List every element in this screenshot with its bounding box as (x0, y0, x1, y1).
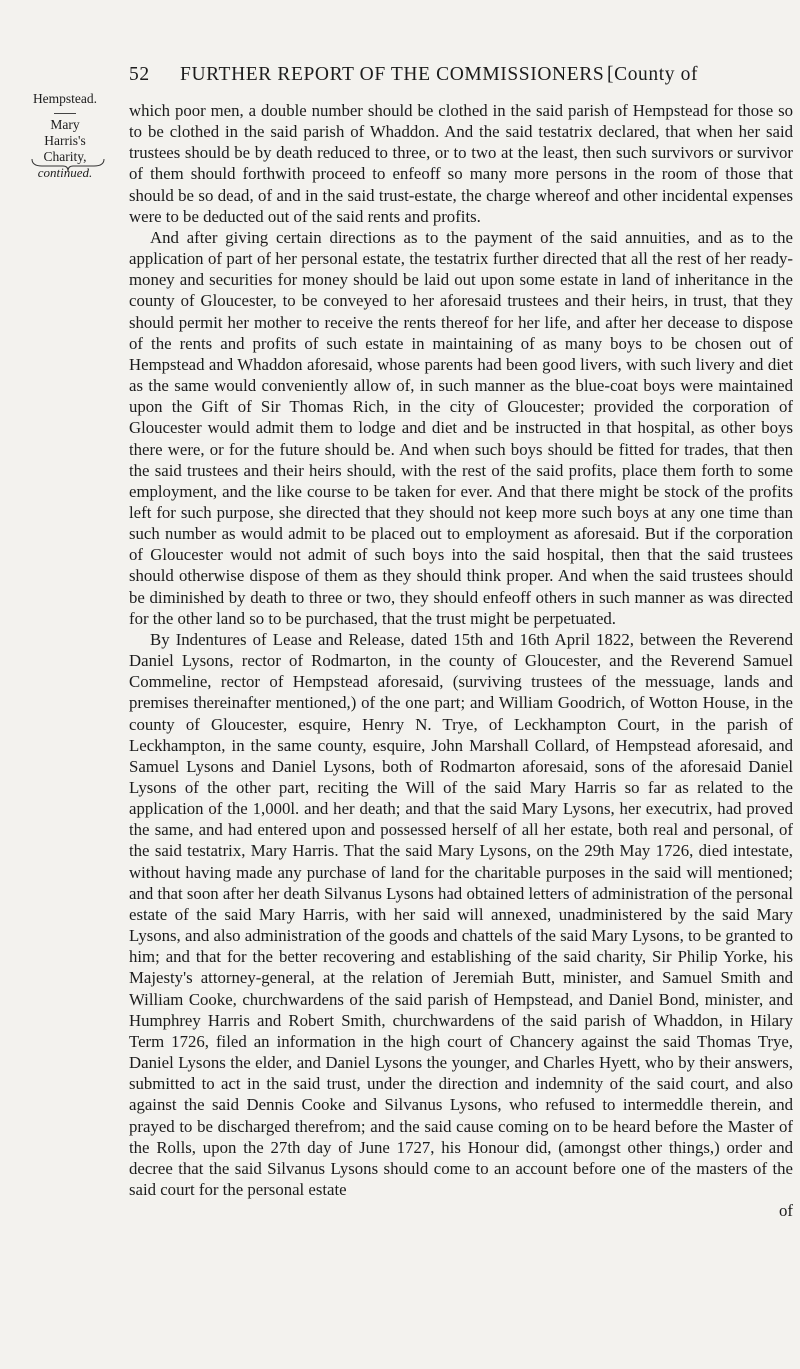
side-note-rule (54, 113, 76, 114)
side-note-place: Hempstead. (32, 91, 98, 106)
running-title: FURTHER REPORT OF THE COMMISSIONERS (180, 64, 605, 85)
running-title-county: [County of (607, 64, 699, 85)
side-note-charity: Mary Harris's Charity, (43, 117, 87, 164)
paragraph: which poor men, a double number should be clothed in the said parish of Hempstead for those so to be clothed in the said parish of Whaddon. And the said testatrix declared, that when her said trustees should be by death reduced to three, or to two at the least, then such survivors or survivor of them should forthwith proceed to enfeoff so many more persons in the room of those that should be so dead, of and in the said trust-estate, the charge whereof and other incidental expenses were to be deducted out of the said rents and profits. (129, 101, 793, 226)
page-number: 52 (129, 64, 150, 85)
body-text (129, 100, 793, 1220)
paragraph: By Indentures of Lease and Release, dated 15th and 16th April 1822, between the Reverend Daniel Lysons, rector of Rodmarton, in the county of Gloucester, and the Reverend Samuel Commeline, rector of Hempstead aforesaid, (surviving trustees of the messuage, lands and premises thereinafter mentioned,) of the one part; and William Goodrich, of Wotton House, in the county of Gloucester, esquire, Henry N. Trye, of Leckhampton Court, in the parish of Leckhampton, in the same county, esquire, John Marshall Collard, of Hempstead aforesaid, and Samuel Lysons and Daniel Lysons, both of Rodmarton aforesaid, sons of the aforesaid Daniel Lysons of the other part, reciting the Will of the said Mary Harris so far as related to the application of the 1,000l. and her death; and that the said Mary Lysons, her executrix, had proved the same, and had entered upon and possessed herself of all her estate, both real and personal, of the said testatrix, Mary Harris. That the said Mary Lysons, on the 29th May 1726, died intestate, without having made any purchase of land for the charitable purposes in the said will mentioned; and that soon after her death Silvanus Lysons had obtained letters of administration of the personal estate of the said Mary Harris, with her said will annexed, unadministered by the said Mary Lysons, and also administration of the goods and chattels of the said Mary Lysons, to be granted to him; and that for the better recovering and establishing of the said charity, Sir Philip Yorke, his Majesty's attorney-general, at the relation of Jeremiah Butt, minister, and Samuel Smith and William Cooke, churchwardens of the said parish of Hempstead, and Daniel Bond, minister, and Humphrey Harris and Robert Smith, churchwardens of the said parish of Whaddon, in Hilary Term 1726, filed an information in the high court of Chancery against the said Thomas Trye, Daniel Lysons the elder, and Daniel Lysons the younger, and Charles Hyett, who by their answers, submitted to act in the said trust, under the direction and indemnity of the said court, and also against the said Dennis Cooke and Silvanus Lysons, who refused to intermeddle therein, and prayed to be discharged therefrom; and the said cause coming on to be heard before the Master of the Rolls, upon the 27th day of June 1727, his Honour did, (amongst other things,) order and decree that the said Silvanus Lysons should come to an account before one of the masters of the said court for the personal estate (129, 629, 793, 1199)
side-note-continued: continued. (37, 165, 93, 180)
paragraph: And after giving certain directions as to the payment of the said annuities, and as to the application of part of her personal estate, the testatrix further directed that all the rest of her ready-money and securities for money should be laid out upon some estate in land of inheritance in the county of Gloucester, to be conveyed to her aforesaid trustees and their heirs, in trust, that they should permit her mother to receive the rents thereof for her life, and after her decease to dispose of the rents and profits of such estate in maintaining of as many boys to be chosen out of Hempstead and Whaddon aforesaid, whose parents had been good livers, with such livery and diet as the same would conveniently allow of, in such manner as the blue-coat boys were maintained upon the Gift of Sir Thomas Rich, in the city of Gloucester; provided the corporation of Gloucester would admit them to lodge and diet and be instructed in that hospital, as other boys there were, or for the future should be. And when such boys should be fitted for trades, that then the said trustees and their heirs should, with the rest of the said profits, place them forth to some employment, and the like course to be taken for ever. And that there might be stock of the profits left for such purpose, she directed that they should not keep more such boys at any one time than such number as would admit to be placed out to employment as aforesaid. But if the corporation of Gloucester would not admit of such boys into the said hospital, then that the said trustees should otherwise dispose of them as they should think proper. And when the said trustees should be diminished by death to three or two, they should enfeoff others in such manner as was directed for the other land so to be purchased, that the trust might be perpetuated. (129, 227, 793, 628)
running-header (129, 64, 796, 92)
catchword: of (779, 1200, 793, 1220)
side-note-brace (30, 158, 106, 172)
